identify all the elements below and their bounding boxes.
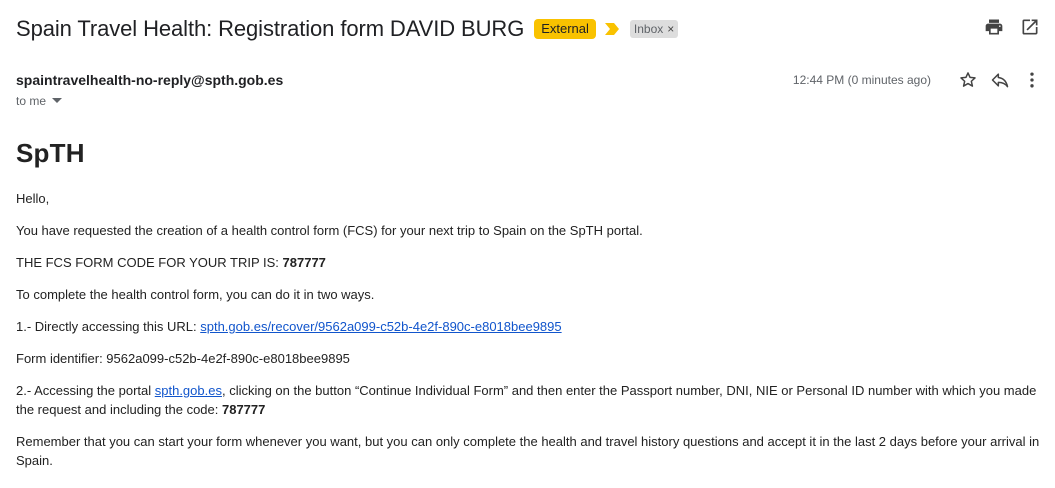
reminder-paragraph: Remember that you can start your form whenever you want, but you can only complete the health and travel history questions and accept it in the last 2 days before your arrival in Spain. [16, 434, 1040, 468]
form-code: 787777 [282, 255, 326, 270]
form-identifier: Form identifier: 9562a099-c52b-4e2f-890c-e8018bee9895 [16, 351, 350, 366]
print-icon[interactable] [983, 16, 1005, 38]
chevron-down-icon[interactable] [52, 98, 62, 104]
option-2 [16, 381, 1046, 419]
portal-link[interactable]: spth.gob.es [154, 383, 222, 398]
option-2-text: , clicking on the button “Continue Individual Form” and then enter the Passport number, DNI, NIE or Personal ID number with which you made the request and including the code: [16, 383, 1037, 417]
sender-email: spaintravelhealth-no-reply@spth.gob.es [16, 72, 284, 88]
recover-url-link[interactable]: spth.gob.es/recover/9562a099-c52b-4e2f-890c-e8018bee9895 [200, 319, 562, 334]
more-vert-icon[interactable] [1021, 69, 1043, 91]
importance-marker-icon[interactable] [604, 22, 620, 36]
message-meta [793, 69, 1043, 91]
recipient-line [16, 94, 62, 108]
brand-heading: SpTH [16, 138, 85, 168]
greeting: Hello, [16, 191, 50, 206]
inbox-label-text: Inbox [633, 22, 664, 36]
top-actions [983, 16, 1041, 38]
subject-row [16, 14, 1045, 44]
recipient-text: to me [16, 94, 47, 108]
open-in-new-window-icon[interactable] [1019, 16, 1041, 38]
option-2-code: 787777 [221, 402, 266, 417]
option-2-prefix: 2.- Accessing the portal [16, 383, 155, 398]
intro-paragraph: You have requested the creation of a health control form (FCS) for your next trip to Spain on the SpTH portal. [16, 223, 643, 238]
remove-label-icon[interactable]: × [667, 22, 675, 36]
reply-icon[interactable] [989, 69, 1011, 91]
star-icon[interactable] [957, 69, 979, 91]
external-badge: External [534, 19, 596, 39]
email-body [16, 138, 1046, 483]
form-code-label: THE FCS FORM CODE FOR YOUR TRIP IS: [16, 255, 283, 270]
email-subject: Spain Travel Health: Registration form DAVID BURG [16, 16, 525, 41]
form-code-line [16, 253, 1046, 272]
timestamp: 12:44 PM (0 minutes ago) [792, 73, 931, 87]
option-1 [16, 317, 1046, 336]
inbox-label[interactable] [630, 20, 678, 38]
option-1-text: 1.- Directly accessing this URL: [16, 319, 201, 334]
ways-paragraph: To complete the health control form, you can do it in two ways. [16, 287, 375, 302]
